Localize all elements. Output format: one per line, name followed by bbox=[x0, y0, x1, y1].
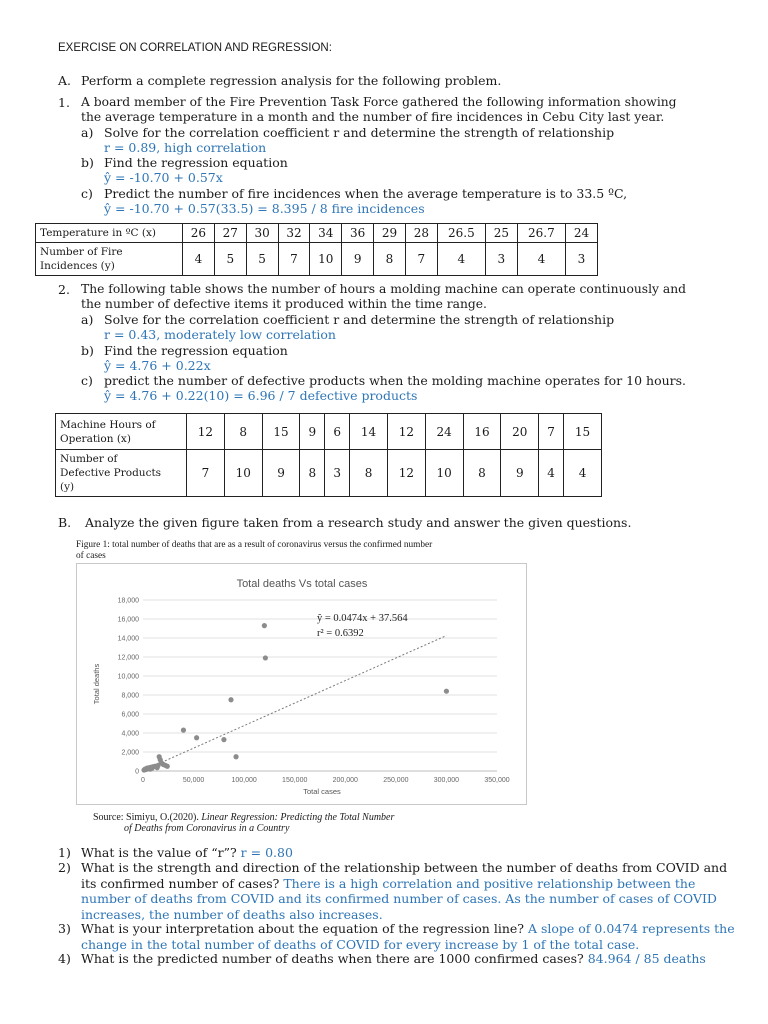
p1-line2: the average temperature in a month and the number of fire incidences in Cebu City last year. bbox=[81, 110, 665, 124]
x-tick-label: 300,000 bbox=[433, 777, 460, 784]
p2-a-answer: r = 0.43, moderately low correlation bbox=[104, 327, 336, 342]
table-cell: 34 bbox=[310, 224, 342, 243]
y-tick-label: 6,000 bbox=[121, 711, 139, 719]
table-cell: 20 bbox=[501, 414, 539, 450]
table-cell: 5 bbox=[214, 243, 246, 276]
table1-y-label bbox=[36, 243, 183, 276]
p1-c-text: Predict the number of fire incidences when the average temperature is to 33.5 ºC, bbox=[104, 186, 628, 201]
figure-caption-line1: Figure 1: total number of deaths that are as a result of coronavirus versus the confirmed number bbox=[76, 540, 433, 550]
x-tick-label: 100,000 bbox=[231, 777, 257, 784]
chart-gridlines bbox=[143, 600, 497, 771]
table-cell: 32 bbox=[278, 224, 310, 243]
figure-source-italic: Linear Regression: Predicting the Total Number bbox=[201, 812, 395, 823]
table-row bbox=[56, 414, 602, 450]
table-cell: 9 bbox=[501, 450, 539, 497]
table2-y-label-line2: Defective Products bbox=[60, 467, 162, 479]
question-text: What is the predicted number of deaths when there are 1000 confirmed cases? bbox=[81, 951, 588, 966]
table-cell: 7 bbox=[187, 450, 225, 497]
question-answer: A slope of 0.0474 represents the change in the total number of deaths of COVID for every increase by 1 of the total case. bbox=[81, 921, 735, 952]
table-row bbox=[36, 224, 598, 243]
y-tick-label: 16,000 bbox=[117, 616, 139, 624]
table-defective-products bbox=[55, 413, 602, 497]
table2-y-label-line1: Number of bbox=[60, 453, 118, 465]
table-cell: 12 bbox=[387, 450, 425, 497]
p1-a-text: Solve for the correlation coefficient r and determine the strength of relationship bbox=[104, 125, 615, 140]
question-text: What is your interpretation about the equation of the regression line? bbox=[81, 921, 528, 936]
table-cell: 9 bbox=[262, 450, 300, 497]
table-cell: 4 bbox=[183, 243, 215, 276]
p1-b-text: Find the regression equation bbox=[104, 155, 288, 170]
chart-x-axis-label: Total cases bbox=[303, 787, 341, 796]
p2-number: 2. bbox=[58, 282, 70, 297]
table-row bbox=[56, 450, 602, 497]
table-cell: 8 bbox=[224, 414, 262, 450]
y-tick-label: 10,000 bbox=[117, 673, 139, 681]
table-cell: 3 bbox=[485, 243, 517, 276]
question-answer: 84.964 / 85 deaths bbox=[587, 951, 706, 966]
data-point bbox=[233, 754, 238, 759]
y-tick-label: 18,000 bbox=[117, 597, 139, 605]
p2-b-answer: ŷ = 4.76 + 0.22x bbox=[104, 358, 211, 373]
chart-equation: ŷ = 0.0474x + 37.564 bbox=[317, 613, 408, 624]
data-point bbox=[181, 728, 186, 733]
section-a-label: A. bbox=[58, 73, 72, 88]
table-cell: 3 bbox=[325, 450, 350, 497]
table-cell: 6 bbox=[325, 414, 350, 450]
question-number: 1) bbox=[58, 845, 71, 860]
chart-y-ticks bbox=[118, 598, 140, 776]
question-body bbox=[81, 951, 738, 967]
p2-c-answer: ŷ = 4.76 + 0.22(10) = 6.96 / 7 defective products bbox=[104, 388, 418, 403]
y-tick-label: 12,000 bbox=[117, 654, 139, 662]
table-cell: 7 bbox=[278, 243, 310, 276]
p2-b-text: Find the regression equation bbox=[104, 343, 288, 358]
table-cell: 4 bbox=[564, 450, 602, 497]
table1-x-label: Temperature in ºC (x) bbox=[36, 224, 183, 243]
section-a-text: Perform a complete regression analysis for the following problem. bbox=[81, 73, 502, 88]
question-number: 2) bbox=[58, 860, 71, 875]
scatter-chart-frame bbox=[76, 563, 527, 805]
question-answer: r = 0.80 bbox=[240, 845, 293, 860]
data-point bbox=[221, 737, 226, 742]
chart-x-ticks bbox=[141, 777, 510, 784]
figure-source-italic-2: of Deaths from Coronavirus in a Country bbox=[124, 823, 290, 834]
data-point bbox=[262, 623, 267, 628]
p1-a-answer: r = 0.89, high correlation bbox=[104, 140, 267, 155]
table-cell: 3 bbox=[566, 243, 598, 276]
p2-c-label: c) bbox=[81, 373, 93, 388]
question-text: What is the value of “r”? bbox=[81, 845, 241, 860]
p1-b-label: b) bbox=[81, 155, 94, 170]
table-cell: 36 bbox=[342, 224, 374, 243]
figure-caption-line2: of cases bbox=[76, 551, 106, 561]
p2-a-text: Solve for the correlation coefficient r and determine the strength of relationship bbox=[104, 312, 615, 327]
table-cell: 8 bbox=[350, 450, 388, 497]
p1-line1: A board member of the Fire Prevention Task Force gathered the following information showing bbox=[81, 95, 677, 109]
p2-line1: The following table shows the number of hours a molding machine can operate continuously and bbox=[81, 282, 687, 296]
table-cell: 8 bbox=[300, 450, 325, 497]
question-2 bbox=[58, 860, 738, 922]
question-3 bbox=[58, 921, 738, 952]
p1-b-answer: ŷ = -10.70 + 0.57x bbox=[104, 170, 223, 185]
table-cell: 28 bbox=[405, 224, 437, 243]
question-1 bbox=[58, 845, 738, 861]
question-4 bbox=[58, 951, 738, 967]
table-cell: 26 bbox=[183, 224, 215, 243]
table-cell: 15 bbox=[262, 414, 300, 450]
data-point bbox=[444, 689, 449, 694]
table-row bbox=[36, 243, 598, 276]
table-cell: 8 bbox=[463, 450, 501, 497]
x-tick-label: 0 bbox=[141, 777, 145, 784]
x-tick-label: 150,000 bbox=[282, 777, 308, 784]
table2-x-label-line1: Machine Hours of bbox=[60, 418, 156, 431]
p1-number: 1. bbox=[58, 95, 70, 110]
table-cell: 24 bbox=[566, 224, 598, 243]
question-answer: There is a high correlation and positive relationship between the number of deaths from COVID and its confirmed number of cases. As the number of cases of COVID increases, the number of deaths also increases. bbox=[81, 875, 717, 922]
table-cell: 26.5 bbox=[437, 224, 485, 243]
x-tick-label: 200,000 bbox=[332, 777, 358, 784]
p2-a-label: a) bbox=[81, 312, 94, 327]
table-cell: 7 bbox=[405, 243, 437, 276]
data-point bbox=[194, 735, 199, 740]
table-cell: 12 bbox=[387, 414, 425, 450]
x-tick-label: 250,000 bbox=[383, 777, 409, 784]
table-cell: 26.7 bbox=[517, 224, 565, 243]
table-cell: 27 bbox=[214, 224, 246, 243]
y-tick-label: 2,000 bbox=[121, 749, 139, 757]
data-point bbox=[228, 697, 233, 702]
table-cell: 29 bbox=[374, 224, 406, 243]
question-text: What is the strength and direction of the relationship between the number of deaths from COVID and its confirmed number of cases? bbox=[81, 860, 728, 891]
data-point bbox=[165, 764, 170, 769]
p1-c-label: c) bbox=[81, 186, 93, 201]
y-tick-label: 14,000 bbox=[117, 635, 139, 643]
question-body bbox=[81, 845, 738, 861]
chart-title: Total deaths Vs total cases bbox=[236, 578, 368, 590]
table-fire-incidences bbox=[35, 223, 598, 276]
p2-b-label: b) bbox=[81, 343, 94, 358]
p2-c-text: predict the number of defective products when the molding machine operates for 10 hours. bbox=[104, 373, 687, 388]
x-tick-label: 350,000 bbox=[484, 777, 510, 784]
table-cell: 10 bbox=[310, 243, 342, 276]
page-title: EXERCISE ON CORRELATION AND REGRESSION: bbox=[58, 42, 332, 54]
table-cell: 30 bbox=[246, 224, 278, 243]
table-cell: 9 bbox=[342, 243, 374, 276]
y-tick-label: 0 bbox=[135, 768, 139, 776]
section-b-label: B. bbox=[58, 515, 72, 530]
table2-y-label-line3: (y) bbox=[60, 481, 75, 493]
table-cell: 16 bbox=[463, 414, 501, 450]
x-tick-label: 50,000 bbox=[182, 777, 205, 784]
data-point bbox=[263, 655, 268, 660]
table1-y-label-line2: Incidences (y) bbox=[40, 260, 115, 272]
table1-y-label-line1: Number of Fire bbox=[40, 246, 123, 258]
table-cell: 10 bbox=[425, 450, 463, 497]
table2-x-label bbox=[56, 414, 187, 450]
table-cell: 4 bbox=[517, 243, 565, 276]
table-cell: 15 bbox=[564, 414, 602, 450]
chart-trendline bbox=[143, 636, 446, 771]
table-cell: 10 bbox=[224, 450, 262, 497]
y-tick-label: 4,000 bbox=[121, 730, 139, 738]
p2-line2: the number of defective items it produced within the time range. bbox=[81, 297, 487, 311]
table-cell: 12 bbox=[187, 414, 225, 450]
figure-source-line1 bbox=[93, 812, 394, 823]
chart-r-squared: r² = 0.6392 bbox=[317, 628, 364, 639]
chart-y-axis-label: Total deaths bbox=[92, 663, 101, 705]
table-cell: 25 bbox=[485, 224, 517, 243]
table2-y-label bbox=[56, 450, 187, 497]
question-number: 3) bbox=[58, 921, 71, 936]
table-cell: 8 bbox=[374, 243, 406, 276]
p1-c-answer: ŷ = -10.70 + 0.57(33.5) = 8.395 / 8 fire incidences bbox=[104, 201, 425, 216]
question-body bbox=[81, 921, 738, 952]
table-cell: 4 bbox=[437, 243, 485, 276]
p1-a-label: a) bbox=[81, 125, 94, 140]
table-cell: 14 bbox=[350, 414, 388, 450]
table-cell: 4 bbox=[539, 450, 564, 497]
figure-source-plain: Source: Simiyu, O.(2020). bbox=[93, 812, 202, 823]
table-cell: 24 bbox=[425, 414, 463, 450]
table-cell: 7 bbox=[539, 414, 564, 450]
question-body bbox=[81, 860, 738, 922]
section-b-text: Analyze the given figure taken from a research study and answer the given questions. bbox=[85, 515, 632, 530]
scatter-chart bbox=[77, 564, 526, 804]
table2-x-label-line2: Operation (x) bbox=[60, 432, 131, 445]
y-tick-label: 8,000 bbox=[121, 692, 139, 700]
table-cell: 5 bbox=[246, 243, 278, 276]
table-cell: 9 bbox=[300, 414, 325, 450]
figure-source-line2 bbox=[124, 823, 289, 834]
chart-points bbox=[141, 623, 449, 773]
question-number: 4) bbox=[58, 951, 71, 966]
